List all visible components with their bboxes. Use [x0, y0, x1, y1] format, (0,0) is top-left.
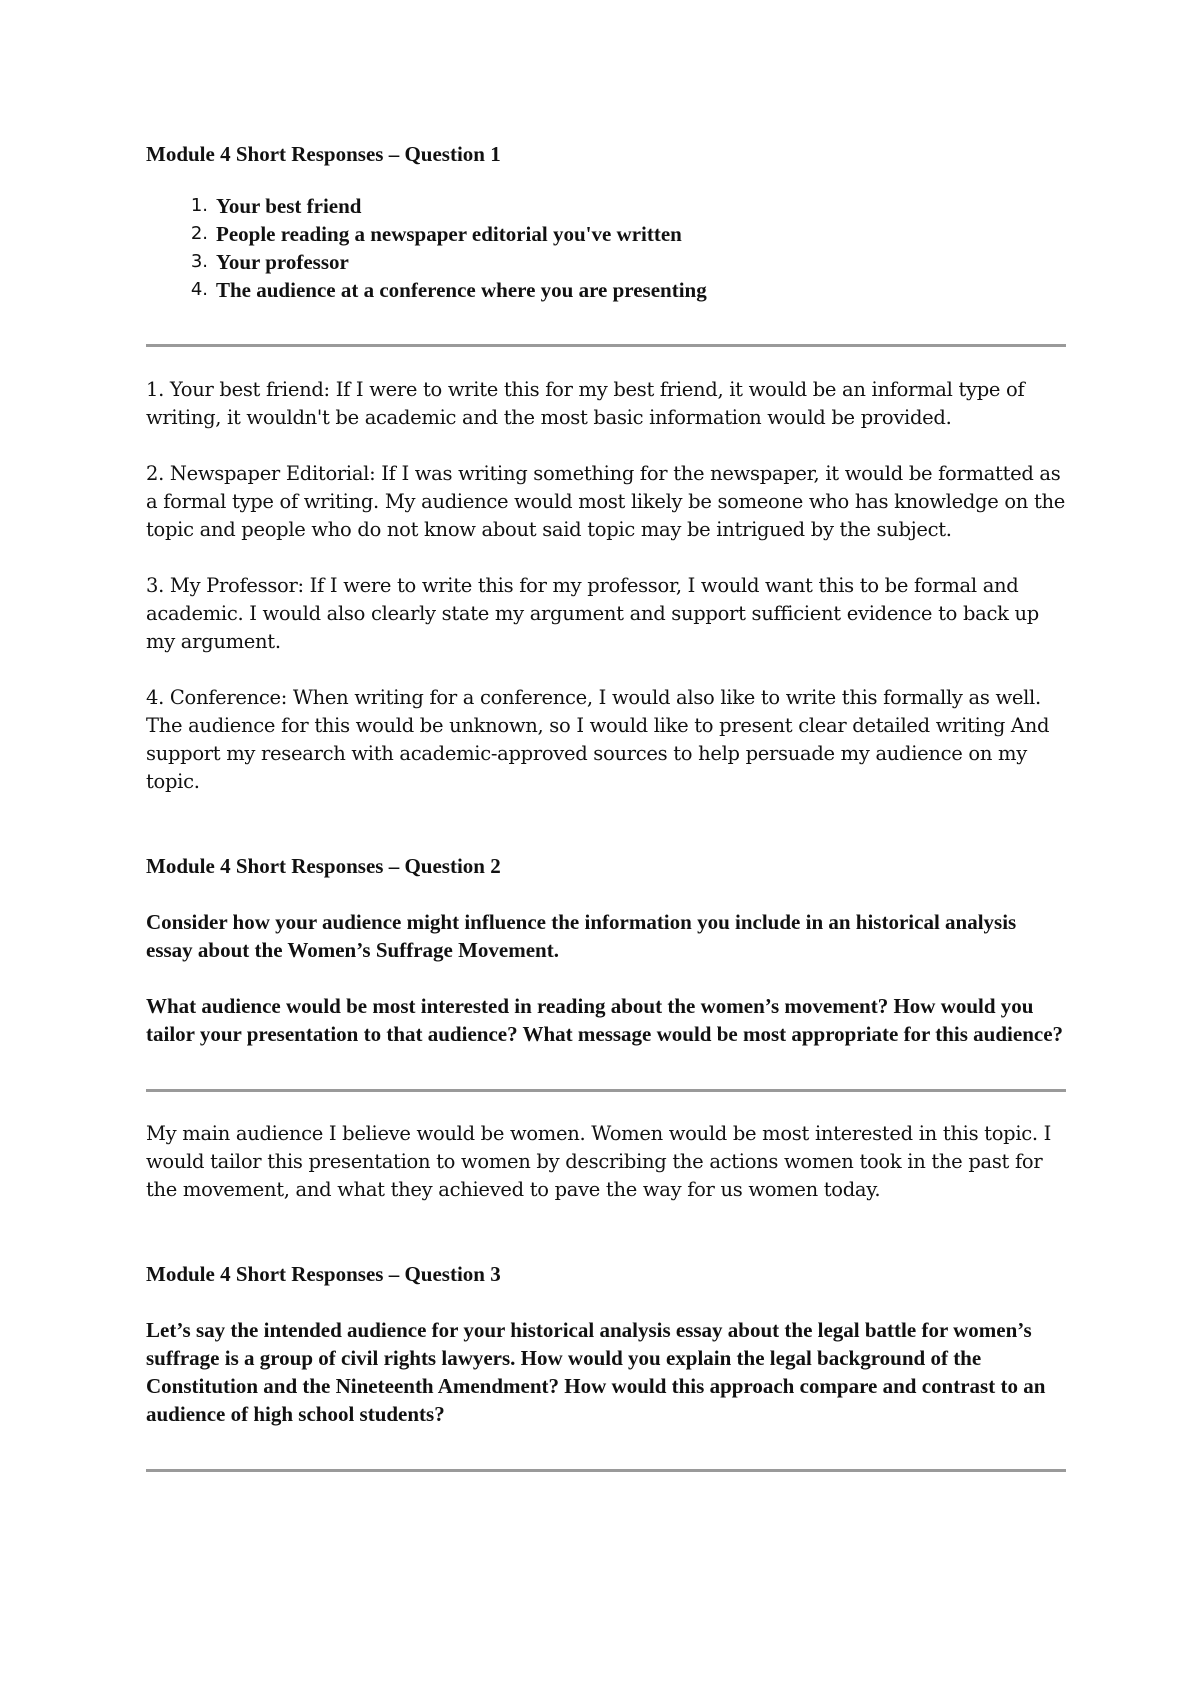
list-item	[146, 248, 1066, 276]
list-item-text: Your professor	[216, 250, 349, 274]
list-number: 1.	[190, 195, 208, 216]
q2-answer: My main audience I believe would be women. Women would be most interested in this topic. I would tailor this presentation to women by describing the actions women took in the past for the movement, and what they achieved to pave the way for us women today.	[146, 1122, 1052, 1201]
list-number: 2.	[190, 223, 208, 244]
q1-audience-list	[146, 192, 1066, 304]
list-item	[146, 192, 1066, 220]
list-number: 4.	[190, 279, 208, 300]
list-number: 3.	[190, 251, 208, 272]
q1-answer-3: 3. My Professor: If I were to write this for my professor, I would want this to be formal and academic. I would also clearly state my argument and support sufficient evidence to back up my argument.	[146, 574, 1039, 653]
divider	[146, 344, 1066, 347]
document-page	[146, 140, 1066, 1472]
q1-heading: Module 4 Short Responses – Question 1	[146, 142, 501, 166]
divider	[146, 1089, 1066, 1092]
list-item-text: The audience at a conference where you are presenting	[216, 278, 707, 302]
list-item	[146, 276, 1066, 304]
q1-answer-4: 4. Conference: When writing for a conference, I would also like to write this formally as well. The audience for this would be unknown, so I would like to present clear detailed writing And support my research with academic-approved sources to help persuade my audience on my topic.	[146, 686, 1050, 793]
divider	[146, 1469, 1066, 1472]
q2-prompt-2: What audience would be most interested in reading about the women’s movement? How would you tailor your presentation to that audience? What message would be most appropriate for this audience?	[146, 994, 1064, 1046]
q3-prompt: Let’s say the intended audience for your historical analysis essay about the legal battle for women’s suffrage is a group of civil rights lawyers. How would you explain the legal background of the Constitution and the Nineteenth Amendment? How would this approach compare and contrast to an audience of high school students?	[146, 1318, 1046, 1426]
q2-prompt-1: Consider how your audience might influence the information you include in an historical analysis essay about the Women’s Suffrage Movement.	[146, 910, 1017, 962]
q1-answer-1: 1. Your best friend: If I were to write this for my best friend, it would be an informal type of writing, it wouldn't be academic and the most basic information would be provided.	[146, 378, 1025, 429]
list-item-text: Your best friend	[216, 194, 362, 218]
q3-heading: Module 4 Short Responses – Question 3	[146, 1262, 501, 1286]
list-item-text: People reading a newspaper editorial you've written	[216, 222, 682, 246]
q2-heading: Module 4 Short Responses – Question 2	[146, 854, 501, 878]
q1-answer-2: 2. Newspaper Editorial: If I was writing something for the newspaper, it would be formatted as a formal type of writing. My audience would most likely be someone who has knowledge on the topic and people who do not know about said topic may be intrigued by the subject.	[146, 462, 1065, 541]
list-item	[146, 220, 1066, 248]
